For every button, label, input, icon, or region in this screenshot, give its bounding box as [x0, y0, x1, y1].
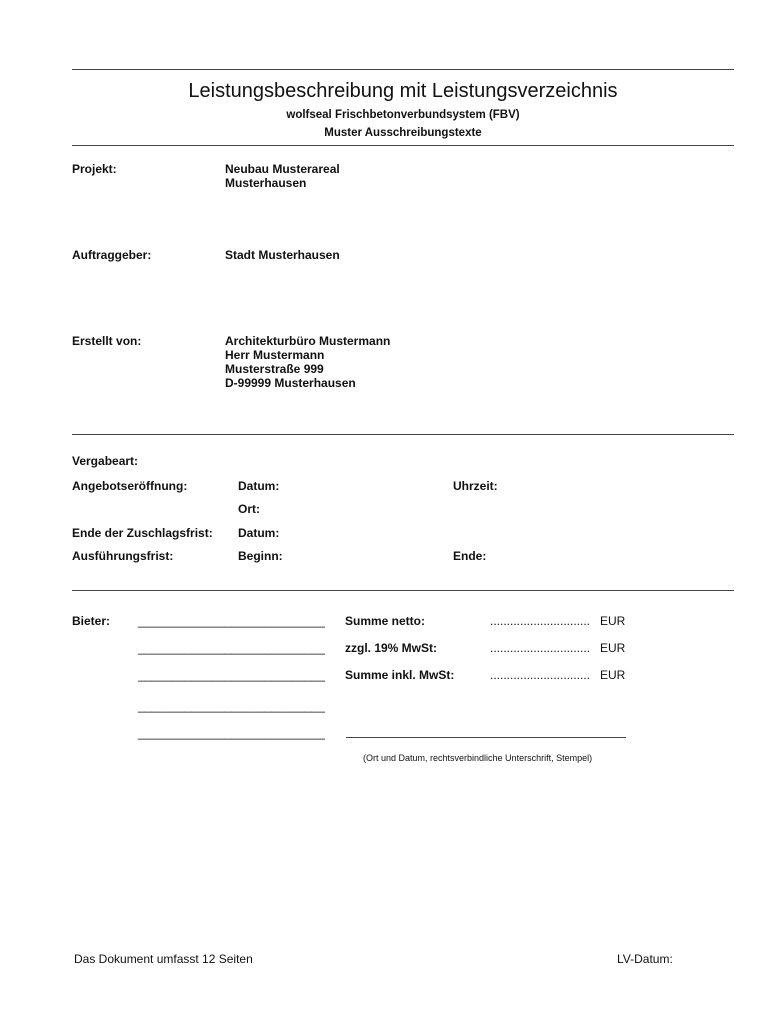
client-value: Stadt Musterhausen — [225, 248, 340, 262]
bidder-label: Bieter: — [72, 614, 111, 628]
execution-end-label: Ende: — [453, 549, 487, 563]
bidder-line-5: ____________________________ — [138, 726, 325, 740]
document-subtitle-2: Muster Ausschreibungstexte — [324, 127, 482, 139]
section-rule-1 — [72, 434, 734, 435]
header-rule — [72, 145, 734, 146]
vat-currency: EUR — [600, 641, 626, 655]
gross-sum-dots: .............................. — [490, 668, 591, 682]
author-line-2: Herr Mustermann — [225, 348, 325, 362]
client-label: Auftraggeber: — [72, 248, 152, 262]
bid-opening-place-label: Ort: — [238, 502, 260, 516]
execution-start-label: Beginn: — [238, 549, 283, 563]
net-sum-dots: .............................. — [490, 614, 591, 628]
gross-sum-label: Summe inkl. MwSt: — [345, 668, 455, 682]
award-type-label: Vergabeart: — [72, 454, 139, 468]
bidder-line-2: ____________________________ — [138, 641, 325, 655]
author-line-4: D-99999 Musterhausen — [225, 376, 356, 390]
vat-label: zzgl. 19% MwSt: — [345, 641, 438, 655]
net-sum-currency: EUR — [600, 614, 626, 628]
bidder-line-1: ____________________________ — [138, 614, 325, 628]
project-line-2: Musterhausen — [225, 176, 307, 190]
top-rule — [72, 69, 734, 70]
project-line-1: Neubau Musterareal — [225, 162, 340, 176]
bid-opening-label: Angebotseröffnung: — [72, 479, 188, 493]
signature-caption: (Ort und Datum, rechtsverbindliche Unterschrift, Stempel) — [363, 753, 593, 763]
page-count: Das Dokument umfasst 12 Seiten — [74, 952, 253, 966]
author-line-3: Musterstraße 999 — [225, 362, 324, 376]
signature-line — [346, 737, 626, 738]
vat-dots: .............................. — [490, 641, 591, 655]
bidder-line-3: ____________________________ — [138, 668, 325, 682]
award-deadline-label: Ende der Zuschlagsfrist: — [72, 526, 213, 540]
author-line-1: Architekturbüro Mustermann — [225, 334, 391, 348]
author-label: Erstellt von: — [72, 334, 142, 348]
lv-date-label: LV-Datum: — [617, 952, 673, 966]
section-rule-2 — [72, 590, 734, 591]
bid-opening-date-label: Datum: — [238, 479, 280, 493]
document-subtitle: wolfseal Frischbetonverbundsystem (FBV) — [286, 109, 520, 121]
gross-sum-currency: EUR — [600, 668, 626, 682]
bid-opening-time-label: Uhrzeit: — [453, 479, 498, 493]
net-sum-label: Summe netto: — [345, 614, 426, 628]
document-title: Leistungsbeschreibung mit Leistungsverzeichnis — [188, 80, 618, 102]
execution-period-label: Ausführungsfrist: — [72, 549, 174, 563]
project-label: Projekt: — [72, 162, 117, 176]
bidder-line-4: ____________________________ — [138, 699, 325, 713]
award-deadline-date-label: Datum: — [238, 526, 280, 540]
